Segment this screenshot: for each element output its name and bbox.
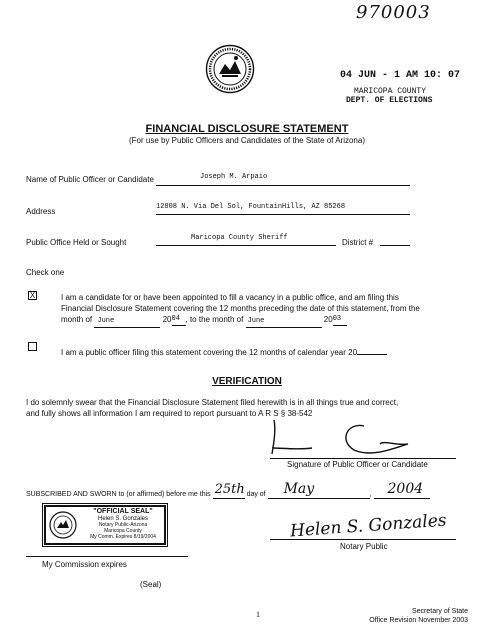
commission-label: My Commission expires (42, 560, 127, 569)
to-month-value: June (247, 317, 265, 325)
page-number: 1 (256, 610, 260, 619)
notary-seal-name: Helen S. Gonzales (97, 516, 149, 522)
option1-line1: I am a candidate for or have been appointed to fill a vacancy in a public office, and am filing this (61, 293, 399, 302)
calendar-year-field[interactable] (357, 346, 387, 355)
file-number: 970003 (356, 2, 431, 23)
stamp-dept: DEPT. OF ELECTIONS (346, 96, 433, 105)
notary-seal-text (80, 508, 166, 540)
candidate-signature (268, 418, 418, 458)
option1-line3 (61, 314, 469, 328)
page-title: FINANCIAL DISCLOSURE STATEMENT (145, 123, 349, 135)
seal-label: (Seal) (140, 580, 162, 589)
name-label: Name of Public Officer or Candidate (26, 175, 154, 184)
received-stamp (340, 70, 461, 105)
option2-text (61, 346, 387, 357)
commission-field[interactable] (26, 556, 188, 557)
from-month[interactable] (94, 316, 160, 328)
to-year-value: 03 (332, 315, 342, 323)
page-subtitle: (For use by Public Officers and Candidates of the State of Arizona) (129, 136, 365, 145)
footer-text (369, 607, 468, 625)
verification-heading: VERIFICATION (212, 376, 282, 387)
check-one-label: Check one (26, 268, 65, 277)
signature-label: Signature of Public Officer or Candidate (287, 460, 428, 469)
address-label: Address (26, 207, 56, 216)
sworn-year-value: 2004 (387, 481, 424, 497)
notary-signature: Helen S. Gonzales (289, 510, 448, 542)
verification-line2: and fully shows all information I am required to report pursuant to A R S § 38-542 (26, 409, 313, 418)
address-field[interactable] (156, 203, 410, 215)
sworn-day-field[interactable] (213, 482, 245, 499)
day-of-text: day of (246, 491, 266, 498)
to-month-text: , to the month of (185, 315, 244, 324)
sworn-month-value: May (283, 481, 315, 497)
sworn-month-field[interactable] (268, 481, 370, 499)
district-field[interactable] (380, 235, 410, 246)
option2-label: I am a public officer filing this statement covering the 12 months of calendar year 20 (61, 348, 358, 357)
sworn-day-value: 25th (214, 482, 245, 497)
district-label: District # (342, 238, 374, 247)
to-month[interactable] (246, 316, 322, 328)
notary-signature-line[interactable] (270, 539, 456, 540)
from-year-prefix: 20 (162, 315, 172, 324)
signature-line[interactable] (270, 458, 456, 459)
stamp-date: 04 JUN - 1 AM 10: 07 (340, 70, 461, 81)
office-field[interactable] (156, 235, 336, 246)
sworn-year-field[interactable] (374, 481, 430, 499)
arizona-state-seal (205, 44, 255, 94)
from-month-value: June (97, 317, 115, 325)
verification-line1: I do solemnly swear that the Financial Disclosure Statement filed herewith is in all things true and correct, (26, 398, 399, 407)
verification-text (26, 397, 476, 419)
to-year-prefix: 20 (323, 315, 333, 324)
from-year-value: 04 (171, 315, 180, 323)
sworn-line (26, 481, 430, 499)
option1-line2: Financial Disclosure Statement covering the 12 months preceding the date of this statement, from the (61, 304, 420, 313)
office-value: Maricopa County Sheriff (191, 234, 288, 242)
checkbox-mark: X (29, 291, 36, 300)
notary-seal-county: Maricopa County (104, 528, 142, 534)
sworn-text: SUBSCRIBED AND SWORN to (or affirmed) before me this (26, 491, 211, 498)
from-year[interactable] (172, 314, 186, 326)
notary-official-seal (44, 505, 166, 545)
footer-line2: Office Revision November 2003 (369, 617, 468, 624)
notary-label: Notary Public (340, 542, 388, 551)
officer-checkbox[interactable] (28, 342, 37, 351)
name-field[interactable] (156, 174, 410, 186)
office-label: Public Office Held or Sought (26, 238, 127, 247)
notary-seal-title: "OFFICIAL SEAL" (93, 508, 153, 515)
candidate-checkbox[interactable] (28, 291, 37, 300)
option1-text (61, 292, 469, 328)
stamp-county: MARICOPA COUNTY (354, 87, 427, 96)
month-of-text: month of (61, 315, 93, 324)
sworn-year-sep: , (369, 491, 372, 498)
address-value: 12808 N. Via Del Sol, FountainHills, AZ 85268 (156, 203, 346, 211)
notary-emblem (49, 511, 77, 539)
notary-seal-line2: Notary Public-Arizona (98, 522, 148, 528)
notary-seal-expires: My Comm. Expires 8/19/2004 (90, 534, 156, 540)
name-value: Joseph M. Arpaio (200, 173, 268, 181)
footer-line1: Secretary of State (411, 608, 468, 615)
to-year[interactable] (333, 314, 347, 326)
